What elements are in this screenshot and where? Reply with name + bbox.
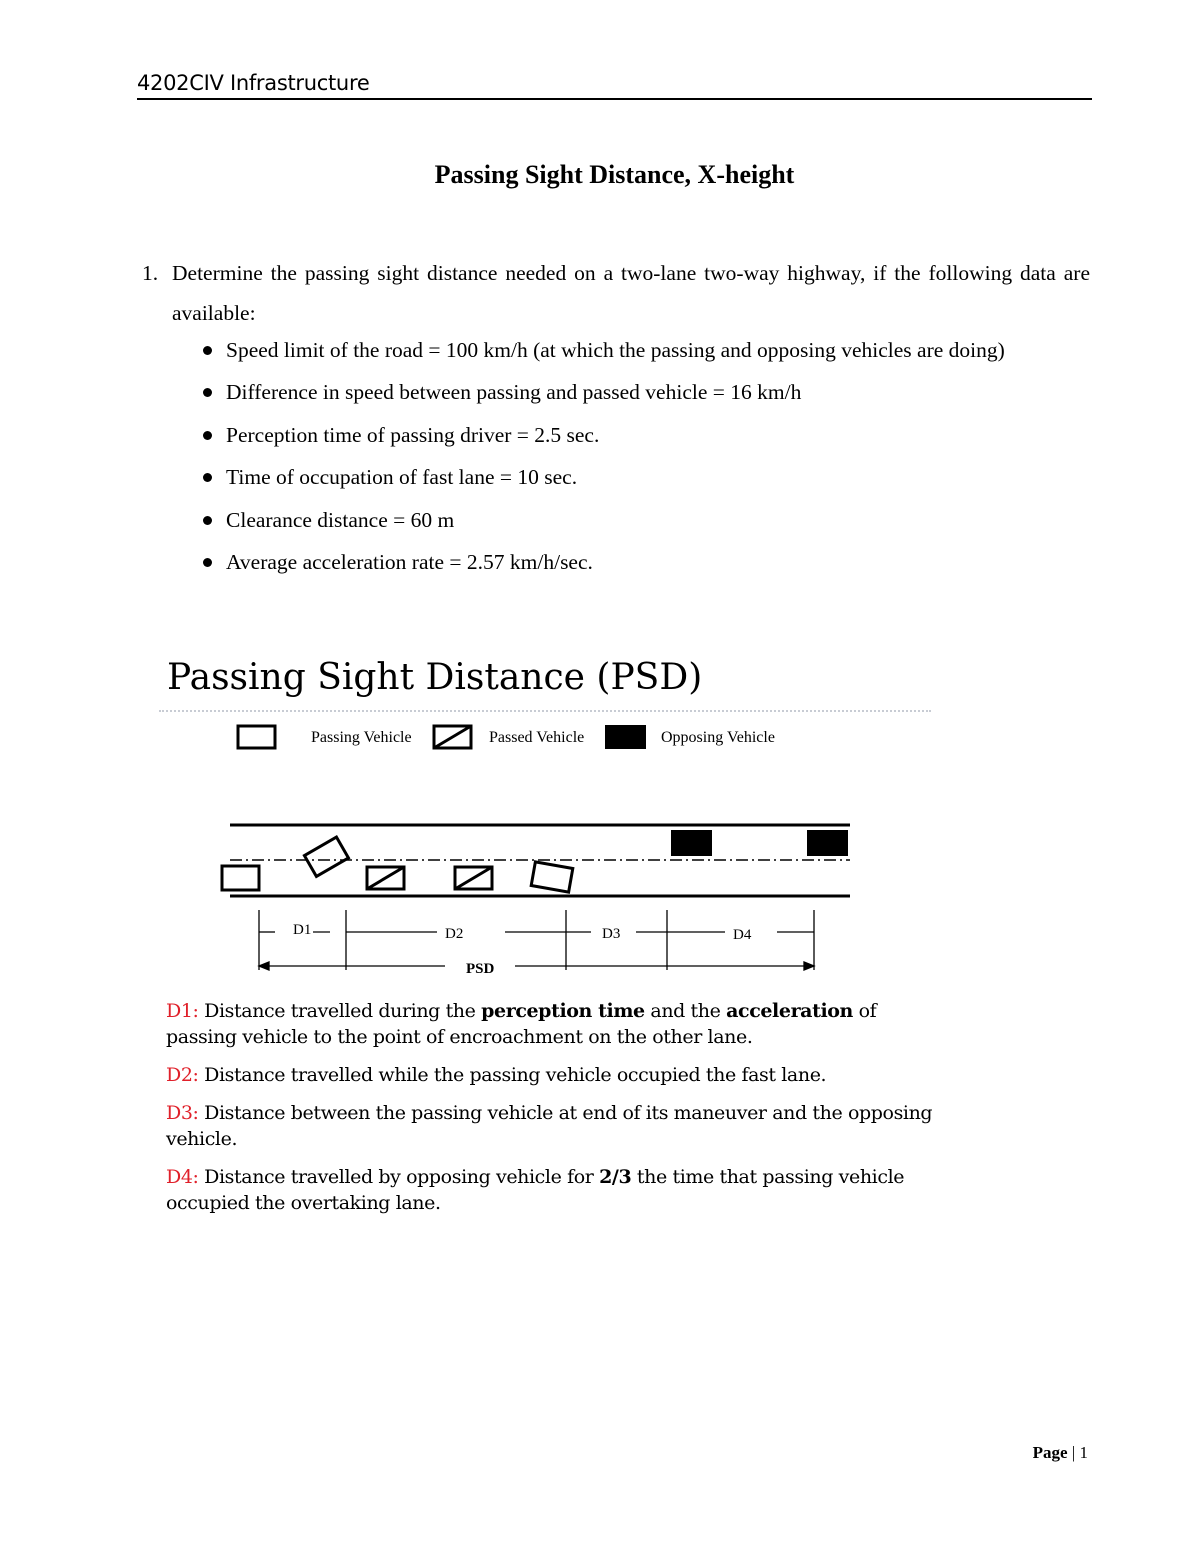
- page-label: Page: [1032, 1443, 1068, 1462]
- passing-vehicle-returning: [531, 862, 573, 892]
- figure-title: Passing Sight Distance (PSD): [167, 657, 703, 698]
- definition-emphasis: perception time: [481, 1000, 645, 1022]
- definition-text: and the: [644, 1000, 727, 1022]
- definition-text: Distance travelled while the passing vehicle occupied the fast lane.: [198, 1064, 827, 1086]
- definition-d3: [166, 1100, 936, 1152]
- definition-text: Distance travelled by opposing vehicle for: [198, 1166, 600, 1188]
- bullet-icon: [203, 558, 212, 567]
- passing-vehicle-start: [222, 866, 259, 890]
- passed-vehicle-2: [455, 867, 492, 889]
- definition-emphasis: 2/3: [599, 1166, 632, 1188]
- definition-text: Distance between the passing vehicle at end of its maneuver and the opposing vehicle.: [166, 1102, 933, 1150]
- dim-label-d1: D1: [293, 922, 312, 938]
- document-title: Passing Sight Distance, X-height: [434, 160, 795, 189]
- bullet-icon: [203, 388, 212, 397]
- data-item: Perception time of passing driver = 2.5 sec.: [203, 417, 1005, 459]
- bullet-icon: [203, 516, 212, 525]
- definition-d4: [166, 1164, 936, 1216]
- question-number: 1.: [142, 261, 159, 285]
- definition-code: D1:: [166, 1000, 199, 1022]
- dim-label-d3: D3: [602, 926, 621, 942]
- definition-d2: [166, 1062, 936, 1088]
- opposing-vehicle-legend-icon: [605, 725, 646, 749]
- page-separator: |: [1071, 1443, 1076, 1462]
- definition-code: D4:: [166, 1166, 199, 1188]
- passed-vehicle-1: [367, 867, 404, 889]
- definition-text: the time that passing vehicle occupied the overtaking lane.: [166, 1166, 905, 1214]
- opposing-vehicle-end: [807, 830, 848, 856]
- definition-code: D2:: [166, 1064, 199, 1086]
- page-header: [137, 70, 1092, 100]
- question-text: Determine the passing sight distance needed on a two-lane two-way highway, if the following data are available:: [172, 261, 1090, 325]
- bullet-icon: [203, 431, 212, 440]
- data-item: Difference in speed between passing and passed vehicle = 16 km/h: [203, 374, 1005, 416]
- passing-vehicle-encroaching: [304, 837, 348, 876]
- passing-vehicle-legend-icon: [238, 726, 275, 748]
- dimension-lines: [259, 910, 814, 970]
- page-footer: [1033, 1442, 1088, 1464]
- bullet-icon: [203, 473, 212, 482]
- legend-passing-vehicle: Passing Vehicle: [311, 729, 412, 746]
- dim-label-psd: PSD: [466, 961, 495, 977]
- segment-definitions: [166, 998, 936, 1216]
- legend-passed-vehicle: Passed Vehicle: [489, 729, 585, 746]
- data-item: Time of occupation of fast lane = 10 sec.: [203, 459, 1005, 501]
- definition-code: D3:: [166, 1102, 199, 1124]
- page-number: 1: [1079, 1443, 1088, 1462]
- dim-label-d4: D4: [733, 927, 752, 943]
- definition-emphasis: acceleration: [726, 1000, 853, 1022]
- data-item: Clearance distance = 60 m: [203, 502, 1005, 544]
- definition-text: of passing vehicle to the point of encroachment on the other lane.: [166, 1000, 877, 1048]
- psd-diagram: [155, 648, 955, 988]
- bullet-icon: [203, 346, 212, 355]
- psd-figure: [155, 648, 955, 1214]
- data-item: Speed limit of the road = 100 km/h (at which the passing and opposing vehicles are doing): [203, 332, 1005, 374]
- data-item: Average acceleration rate = 2.57 km/h/sec.: [203, 544, 1005, 586]
- dim-label-d2: D2: [445, 926, 464, 942]
- definition-text: Distance travelled during the: [198, 1000, 482, 1022]
- passed-vehicle-legend-icon: [434, 726, 471, 748]
- opposing-vehicle-start: [671, 830, 712, 856]
- legend-opposing-vehicle: Opposing Vehicle: [661, 729, 775, 746]
- course-title: 4202CIV Infrastructure: [137, 71, 370, 95]
- data-list: [203, 332, 1005, 586]
- definition-d1: [166, 998, 936, 1050]
